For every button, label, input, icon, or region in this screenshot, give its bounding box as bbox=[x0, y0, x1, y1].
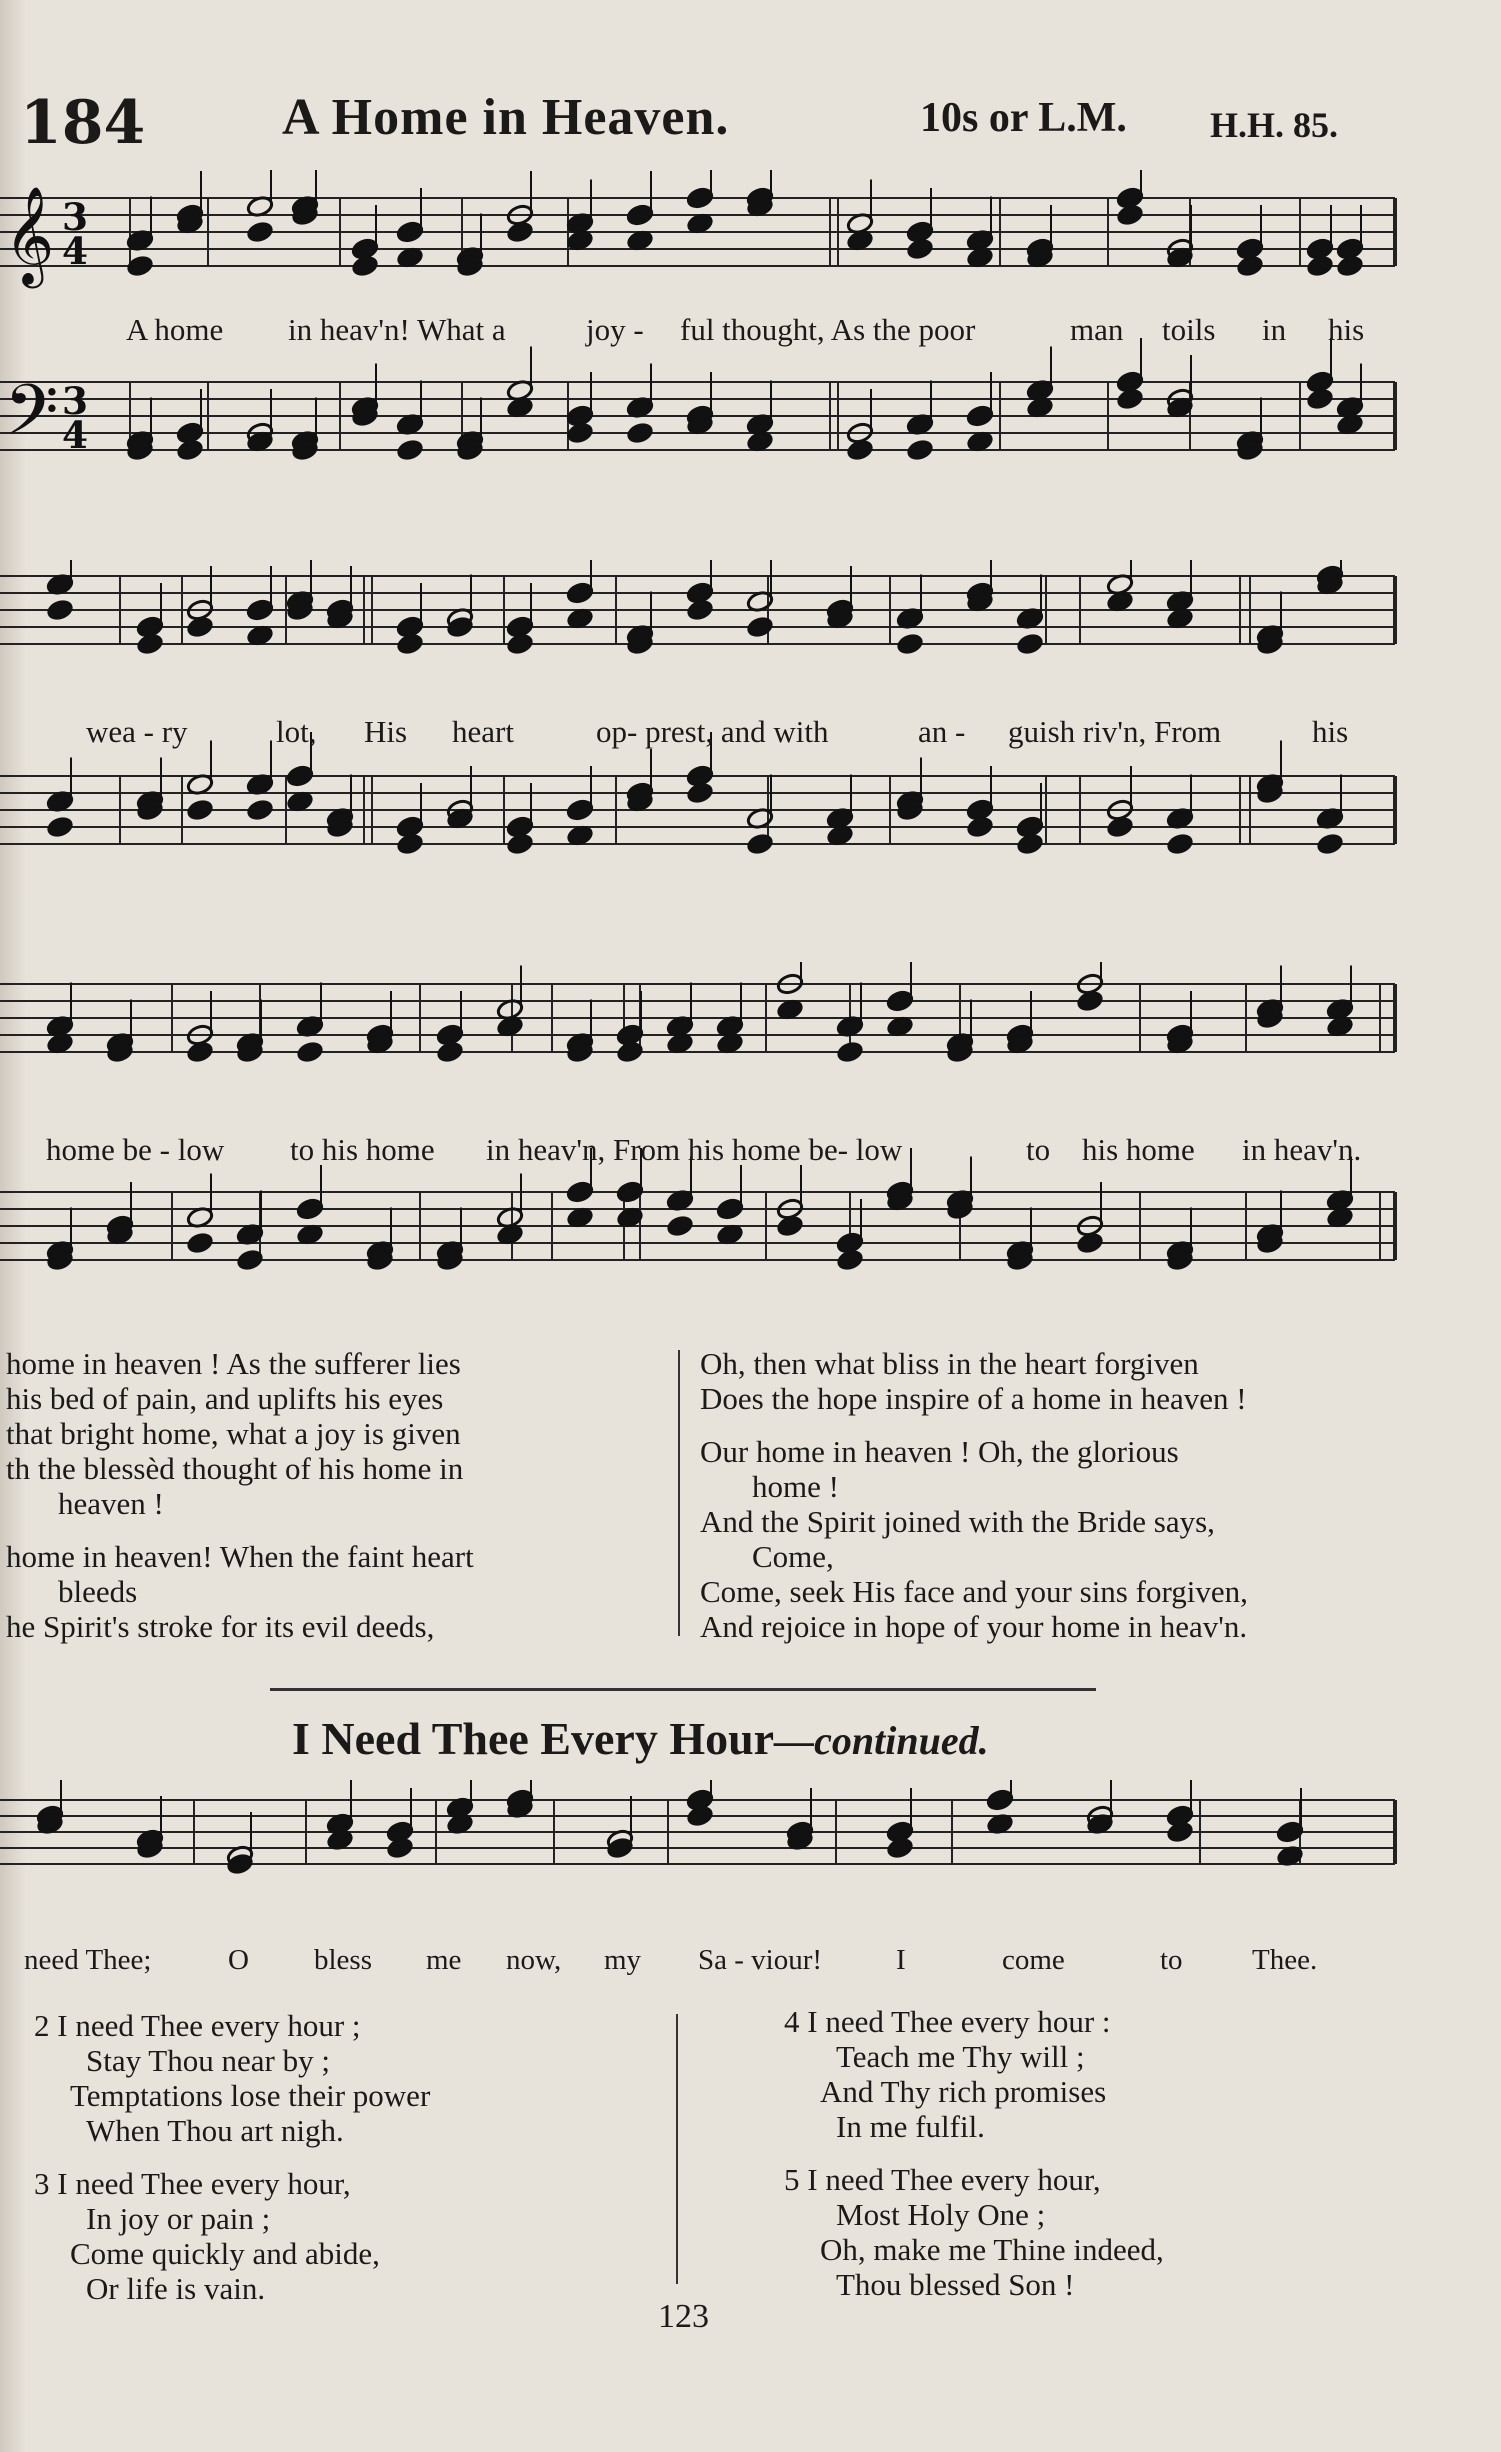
notehead bbox=[186, 615, 214, 638]
notehead bbox=[836, 1248, 864, 1271]
lyric-syllable: heart bbox=[452, 714, 514, 749]
verse-line: home in heaven ! As the sufferer lies bbox=[6, 1346, 461, 1381]
lyric-syllable: op- prest, and with bbox=[596, 714, 829, 749]
notehead bbox=[1076, 989, 1104, 1012]
stanzas-right-column bbox=[784, 2004, 1484, 2302]
notehead bbox=[506, 832, 534, 855]
notehead bbox=[1166, 832, 1194, 855]
lyric-syllable: Sa - viour! bbox=[698, 1944, 823, 1976]
lyric-line-1 bbox=[0, 312, 1501, 352]
notehead bbox=[1306, 387, 1334, 410]
lyric-syllable: my bbox=[604, 1944, 642, 1976]
column-divider bbox=[676, 2014, 678, 2284]
stanza-gap bbox=[784, 2144, 1484, 2162]
stanza-line: 3 I need Thee every hour, bbox=[34, 2166, 351, 2201]
notehead bbox=[1076, 1231, 1104, 1254]
hymn-title: A Home in Heaven. bbox=[282, 89, 730, 146]
lyric-syllable: in bbox=[1262, 312, 1287, 347]
stanza-line: Or life is vain. bbox=[86, 2271, 266, 2306]
verse-line: heaven ! bbox=[58, 1486, 164, 1521]
hymn-reference: H.H. 85. bbox=[1210, 105, 1339, 145]
stanza-line: Teach me Thy will ; bbox=[836, 2039, 1085, 2074]
stanza-line: Stay Thou near by ; bbox=[86, 2043, 330, 2078]
notehead bbox=[396, 220, 424, 243]
verses-right-column bbox=[700, 1346, 1500, 1644]
notehead bbox=[626, 421, 654, 444]
notehead bbox=[1016, 632, 1044, 655]
lyric-syllable: his bbox=[1312, 714, 1349, 749]
lyric-syllable: ful thought, As the poor bbox=[680, 312, 976, 347]
notehead bbox=[46, 598, 74, 621]
notehead bbox=[506, 220, 534, 243]
notehead bbox=[246, 220, 274, 243]
verse-line: that bright home, what a joy is given bbox=[6, 1416, 461, 1451]
verse-line: And the Spirit joined with the Bride says, bbox=[700, 1504, 1215, 1539]
verse-line: he Spirit's stroke for its evil deeds, bbox=[6, 1609, 435, 1644]
notehead bbox=[966, 815, 994, 838]
lyric-syllable: now, bbox=[506, 1944, 562, 1976]
lyric-line-3 bbox=[0, 1132, 1501, 1172]
notehead bbox=[686, 598, 714, 621]
notehead bbox=[186, 798, 214, 821]
verse-line: his bed of pain, and uplifts his eyes bbox=[6, 1381, 444, 1416]
lyric-syllable: Thee. bbox=[1252, 1944, 1318, 1976]
stanza-line: Oh, make me Thine indeed, bbox=[820, 2232, 1164, 2267]
lyric-syllable: lot, bbox=[276, 714, 317, 749]
notehead bbox=[296, 1197, 324, 1220]
treble-clef-icon: 𝄞 bbox=[4, 186, 55, 285]
notehead bbox=[1306, 254, 1334, 277]
notehead bbox=[286, 764, 314, 787]
lyric-syllable: come bbox=[1002, 1944, 1065, 1976]
lyric-syllable: guish riv'n, From bbox=[1008, 714, 1222, 749]
verse-line: home ! bbox=[752, 1469, 839, 1504]
bass-clef-icon: 𝄢 bbox=[4, 370, 59, 469]
lyric-syllable: O bbox=[228, 1944, 249, 1976]
time-signature: 4 bbox=[62, 413, 89, 457]
stanza-line: 4 I need Thee every hour : bbox=[784, 2004, 1111, 2039]
notehead bbox=[351, 254, 379, 277]
lyric-syllable: in heav'n. bbox=[1242, 1132, 1362, 1167]
second-piece-title-suffix: —continued. bbox=[774, 1718, 989, 1763]
lyric-syllable: in heav'n, From his home be- low bbox=[486, 1132, 903, 1167]
notehead bbox=[396, 832, 424, 855]
lyric-syllable: his home bbox=[1082, 1132, 1195, 1167]
page-number: 123 bbox=[658, 2298, 709, 2335]
lyric-syllable: I bbox=[896, 1944, 906, 1976]
notehead bbox=[1116, 203, 1144, 226]
notehead bbox=[626, 203, 654, 226]
hymn-number: 184 bbox=[20, 88, 146, 158]
stanza-line: Thou blessed Son ! bbox=[836, 2267, 1075, 2302]
lyric-syllable: wea - ry bbox=[86, 714, 188, 749]
lyric-line-4 bbox=[0, 1944, 1501, 1984]
second-piece-title-text: I Need Thee Every Hour bbox=[292, 1713, 775, 1764]
notehead bbox=[506, 632, 534, 655]
column-divider bbox=[678, 1350, 680, 1636]
stanza-line: 5 I need Thee every hour, bbox=[784, 2162, 1101, 2197]
notehead bbox=[1116, 387, 1144, 410]
notehead bbox=[246, 598, 274, 621]
notehead bbox=[566, 581, 594, 604]
notehead bbox=[566, 421, 594, 444]
notehead bbox=[136, 632, 164, 655]
notehead bbox=[686, 781, 714, 804]
notehead bbox=[566, 798, 594, 821]
notehead bbox=[1316, 832, 1344, 855]
lyric-syllable: A home bbox=[126, 312, 224, 347]
notehead bbox=[686, 186, 714, 209]
lyric-syllable: need Thee; bbox=[24, 1944, 152, 1976]
stanza-line: Most Holy One ; bbox=[836, 2197, 1046, 2232]
notehead bbox=[746, 832, 774, 855]
verse-line: And rejoice in hope of your home in heav'n. bbox=[700, 1609, 1248, 1644]
notehead bbox=[886, 989, 914, 1012]
notehead bbox=[396, 438, 424, 461]
stanza-gap bbox=[34, 2148, 654, 2166]
notehead bbox=[246, 798, 274, 821]
lyric-syllable: His bbox=[364, 714, 408, 749]
notehead bbox=[776, 1214, 804, 1237]
notehead bbox=[296, 1040, 324, 1063]
notehead bbox=[436, 1040, 464, 1063]
verse-line: home in heaven! When the faint heart bbox=[6, 1539, 474, 1574]
notehead bbox=[986, 1788, 1014, 1811]
notehead bbox=[666, 1214, 694, 1237]
notehead bbox=[906, 438, 934, 461]
time-signature: 3 bbox=[62, 195, 89, 239]
stanza-line: In joy or pain ; bbox=[86, 2201, 271, 2236]
notehead bbox=[1106, 815, 1134, 838]
stanza-line: Come quickly and abide, bbox=[70, 2236, 380, 2271]
stanza-line: When Thou art nigh. bbox=[86, 2113, 344, 2148]
music-system-2 bbox=[0, 560, 1501, 860]
notehead bbox=[966, 404, 994, 427]
verse-line: Does the hope inspire of a home in heaven ! bbox=[700, 1381, 1247, 1416]
notehead bbox=[896, 632, 924, 655]
notehead bbox=[906, 237, 934, 260]
stanza-gap bbox=[700, 1416, 1500, 1434]
verse-line: Come, seek His face and your sins forgiven, bbox=[700, 1574, 1248, 1609]
notehead bbox=[1236, 254, 1264, 277]
time-signature: 4 bbox=[62, 229, 89, 273]
notehead bbox=[566, 1180, 594, 1203]
lyric-syllable: home be - low bbox=[46, 1132, 225, 1167]
notehead bbox=[716, 1197, 744, 1220]
lyric-syllable: in heav'n! What a bbox=[288, 312, 506, 347]
notehead bbox=[186, 1231, 214, 1254]
stanzas-left-column bbox=[34, 2008, 654, 2306]
lyric-syllable: man bbox=[1070, 312, 1124, 347]
time-signature: 3 bbox=[62, 379, 89, 423]
second-piece-title bbox=[292, 1712, 989, 1765]
notehead bbox=[186, 1040, 214, 1063]
verse-line: Our home in heaven ! Oh, the glorious bbox=[700, 1434, 1179, 1469]
lyric-syllable: toils bbox=[1162, 312, 1216, 347]
stanza-line: Temptations lose their power bbox=[70, 2078, 431, 2113]
notehead bbox=[836, 1040, 864, 1063]
verses-left-column bbox=[6, 1346, 666, 1644]
stanza-line: In me fulfil. bbox=[836, 2109, 985, 2144]
lyric-syllable: bless bbox=[314, 1944, 372, 1976]
verse-line: Come, bbox=[752, 1539, 834, 1574]
notehead bbox=[846, 438, 874, 461]
hymn-meter: 10s or L.M. bbox=[920, 95, 1127, 141]
verse-line: bleeds bbox=[58, 1574, 138, 1609]
section-divider bbox=[270, 1688, 1096, 1691]
lyric-syllable: his bbox=[1328, 312, 1365, 347]
music-system-4 bbox=[0, 1780, 1501, 1960]
lyric-syllable: to bbox=[1026, 1132, 1051, 1167]
lyric-syllable: an - bbox=[918, 714, 966, 749]
notehead bbox=[176, 438, 204, 461]
notehead bbox=[1336, 254, 1364, 277]
notehead bbox=[746, 615, 774, 638]
lyric-syllable: to his home bbox=[290, 1132, 435, 1167]
lyric-syllable: to bbox=[1160, 1944, 1183, 1976]
stanza-line: 2 I need Thee every hour ; bbox=[34, 2008, 361, 2043]
stanza-line: And Thy rich promises bbox=[820, 2074, 1107, 2109]
lyric-syllable: me bbox=[426, 1944, 462, 1976]
verse-line: th the blessèd thought of his home in bbox=[6, 1451, 464, 1486]
notehead bbox=[1016, 832, 1044, 855]
lyric-syllable: joy - bbox=[586, 312, 644, 347]
lyric-line-2 bbox=[0, 714, 1501, 754]
notehead bbox=[46, 815, 74, 838]
stanza-gap bbox=[6, 1521, 666, 1539]
verse-line: Oh, then what bliss in the heart forgiven bbox=[700, 1346, 1199, 1381]
notehead bbox=[396, 632, 424, 655]
